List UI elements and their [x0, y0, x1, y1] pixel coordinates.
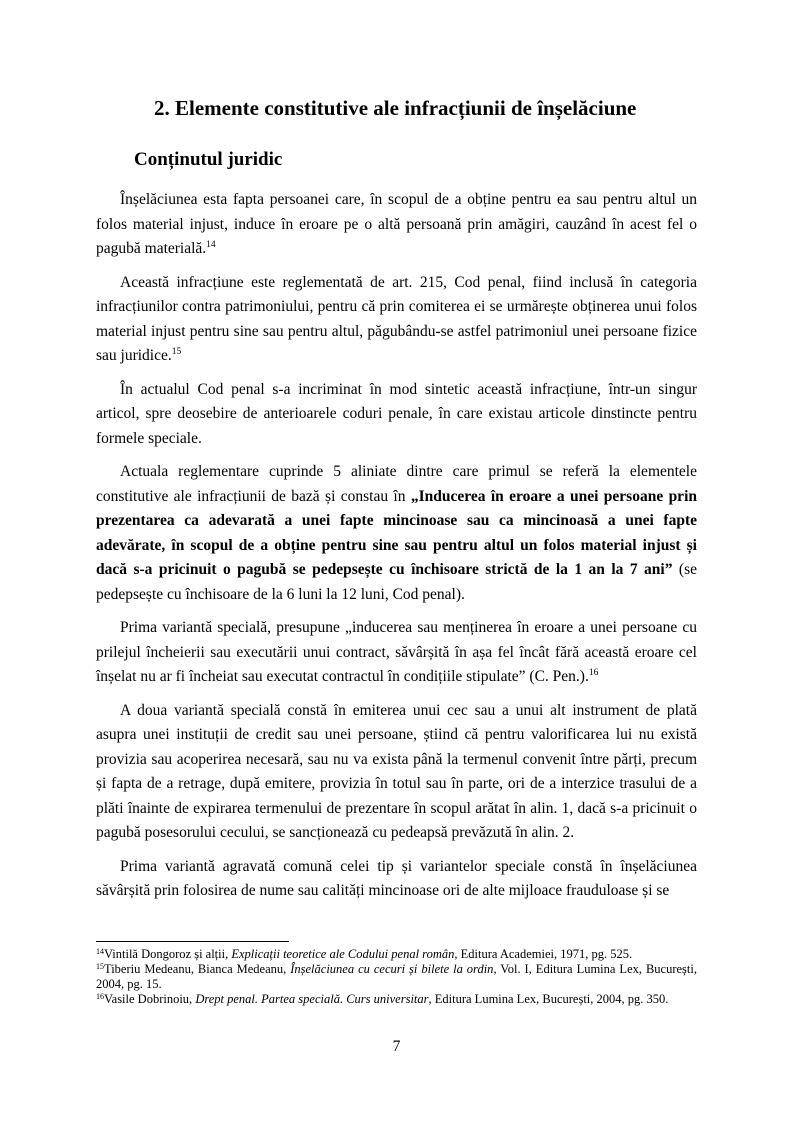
footnote-number: 15: [96, 962, 104, 971]
paragraph-text: A doua variantă specială constă în emiterea unui cec sau a unui alt instrument de plată asupra unei instituții de credit sau unei persoane, știind că pentru valorificarea lui nu există provizia sau acoperirea necesară, sau nu va exista până la termenul convenit între părți, precum și fapta de a retrage, după emitere, provizia în totul sau în parte, ori de a interzice trasului de a plăti înainte de expirarea termenului de prezentare în scopul arătat în alin. 1, dacă s-a pricinuit o pagubă posesorului cecului, se sancționează cu pedeapsă prevăzută în alin. 2.: [96, 701, 697, 841]
footnote-16: [96, 992, 697, 1007]
paragraph-text: Înșelăciunea esta fapta persoanei care, în scopul de a obține pentru ea sau pentru altul un folos material injust, induce în eroare pe o altă persoană prin amăgiri, cauzând în acest fel o pagubă materială.: [96, 191, 697, 257]
paragraph-text: În actualul Cod penal s-a incriminat în mod sintetic această infracțiune, într-un singur articol, spre deosebire de anterioarele coduri penale, în care existau articole dinstincte pentru formele speciale.: [96, 380, 697, 447]
quoted-legal-text: „Inducerea în eroare a unei persoane prin prezentarea ca adevarată a unei fapte mincinoase sau ca mincinoasă a unei fapte adevărate, în scopul de a obține pentru sine sau pentru altul un folos material injust și dacă s-a pricinuit o pagubă se pedepsește cu închisoare strictă de la 1 an la 7 ani”: [96, 487, 697, 578]
section-title: Conținutul juridic: [134, 149, 283, 170]
footnote-ref[interactable]: 15: [171, 347, 182, 357]
footnote-ref[interactable]: 16: [588, 668, 599, 678]
footnote-separator: [96, 941, 289, 942]
paragraph-1: [96, 188, 697, 262]
paragraph-2: [96, 271, 697, 369]
footnote-ref[interactable]: 14: [206, 240, 216, 250]
footnote-title: Înșelăciunea cu cecuri și bilete la ordin: [290, 962, 494, 976]
paragraph-text: Prima variantă specială, presupune „inducerea sau menținerea în eroare a unei persoane cu prilejul încheierii sau executării unui contract, săvârșită în așa fel încât fără această eroare cel înșelat nu ar fi încheiat sau executat contractul în condițiile stipulate” (C. Pen.).: [96, 619, 697, 685]
footnote-number: 16: [96, 992, 104, 1001]
footnote-publisher: , Editura Academiei, 1971, pg. 525.: [454, 947, 633, 961]
paragraph-6: [96, 699, 697, 846]
footnote-author: Tiberiu Medeanu, Bianca Medeanu,: [104, 962, 291, 976]
paragraph-4: [96, 460, 697, 607]
footnote-publisher: , Editura Lumina Lex, București, 2004, pg. 350.: [428, 992, 669, 1006]
footnote-number: 14: [96, 947, 104, 956]
footnote-title: Drept penal. Partea specială. Curs universitar: [195, 992, 429, 1006]
chapter-title: 2. Elemente constitutive ale infracțiunii de înșelăciune: [154, 96, 637, 120]
paragraph-text: Această infracțiune este reglementată de art. 215, Cod penal, fiind inclusă în categoria infracțiunilor contra patrimoniului, pentru că prin comiterea ei se urmărește obținerea unui folos material injust pentru sine sau pentru altul, păgubându-se astfel patrimoniul unei persoane fizice sau juridice.: [96, 273, 697, 364]
footnote-15: [96, 962, 697, 992]
paragraph-text: (se pedepsește cu închisoare de la 6 luni la 12 luni, Cod penal).: [96, 561, 697, 603]
footnote-author: Vasile Dobrinoiu,: [104, 992, 196, 1006]
footnote-publisher: , Vol. I, Editura Lumina Lex, București, 2004, pg. 15.: [96, 962, 697, 991]
paragraph-3: [96, 378, 697, 452]
footnote-14: [96, 947, 697, 962]
paragraph-5: [96, 616, 697, 690]
body-text: [96, 188, 697, 913]
paragraph-7: [96, 855, 697, 904]
page-number: 7: [392, 1038, 401, 1055]
footnotes: [96, 947, 697, 1007]
paragraph-text: Actuala reglementare cuprinde 5 aliniate dintre care primul se referă la elementele constitutive ale infracțiunii de bază și constau în: [96, 463, 697, 505]
footnote-author: Vintilă Dongoroz și alții,: [104, 947, 232, 961]
paragraph-text: Prima variantă agravată comună celei tip și variantelor speciale constă în înșelăciunea săvârșită prin folosirea de nume sau calități mincinoase ori de alte mijloace frauduloase și se: [96, 857, 697, 899]
footnote-title: Explicații teoretice ale Codului penal român: [231, 947, 455, 961]
